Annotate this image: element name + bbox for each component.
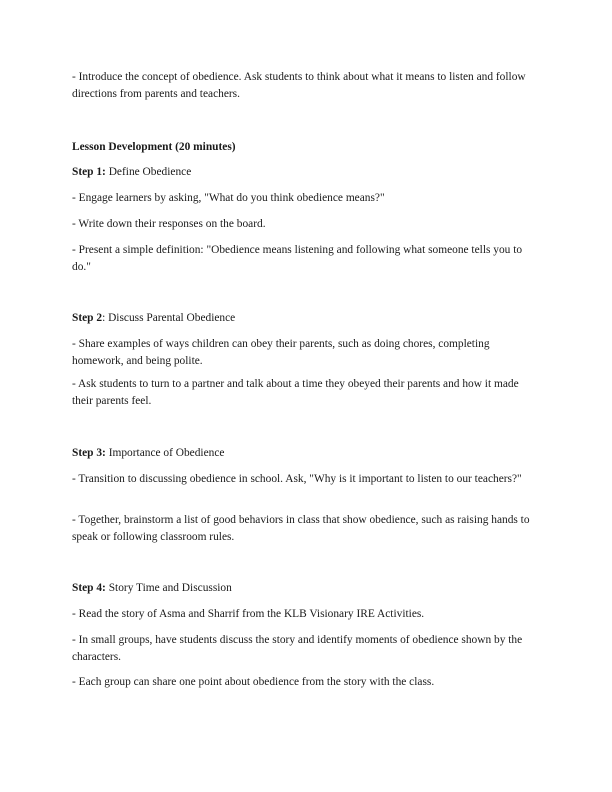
step-3-label: Step 3: bbox=[72, 447, 106, 459]
intro-paragraph: - Introduce the concept of obedience. Ask students to think about what it means to listen and follow directions from parents and teachers. bbox=[72, 71, 526, 100]
step-1-label: Step 1: bbox=[72, 166, 106, 178]
step-4-bullet-1: - Read the story of Asma and Sharrif from the KLB Visionary IRE Activities. bbox=[72, 608, 425, 620]
step-4-bullet-2: - In small groups, have students discuss the story and identify moments of obedience shown by the characters. bbox=[72, 634, 523, 663]
step-3-title: Importance of Obedience bbox=[105, 447, 225, 459]
step-2-bullet-1: - Share examples of ways children can obey their parents, such as doing chores, completing homework, and being polite. bbox=[72, 338, 490, 367]
step-3-heading bbox=[72, 445, 542, 462]
step-4-title: Story Time and Discussion bbox=[105, 582, 232, 594]
step-2-title: Discuss Parental Obedience bbox=[105, 312, 236, 324]
step-2-bullet-2: - Ask students to turn to a partner and talk about a time they obeyed their parents and how it made their parents feel. bbox=[72, 378, 519, 407]
step-1-title: Define Obedience bbox=[105, 166, 192, 178]
step-1-heading bbox=[72, 164, 542, 181]
step-2-heading bbox=[72, 310, 542, 327]
step-1-bullet-2: - Write down their responses on the board. bbox=[72, 218, 266, 230]
step-4-label: Step 4: bbox=[72, 582, 106, 594]
step-3-bullet-2: - Together, brainstorm a list of good behaviors in class that show obedience, such as raising hands to speak or following classroom rules. bbox=[72, 514, 530, 543]
step-2-label: Step 2 bbox=[72, 312, 103, 324]
step-4-bullet-3: - Each group can share one point about obedience from the story with the class. bbox=[72, 676, 435, 688]
step-3-bullet-1: - Transition to discussing obedience in school. Ask, "Why is it important to listen to our teachers?" bbox=[72, 473, 522, 485]
step-4-heading bbox=[72, 580, 542, 597]
step-1-bullet-3: - Present a simple definition: "Obedience means listening and following what someone tells you to do." bbox=[72, 244, 523, 273]
section-heading-lesson-development: Lesson Development (20 minutes) bbox=[72, 141, 236, 153]
step-1-bullet-1: - Engage learners by asking, "What do you think obedience means?" bbox=[72, 192, 385, 204]
step-2-label-colon: : bbox=[102, 312, 106, 324]
